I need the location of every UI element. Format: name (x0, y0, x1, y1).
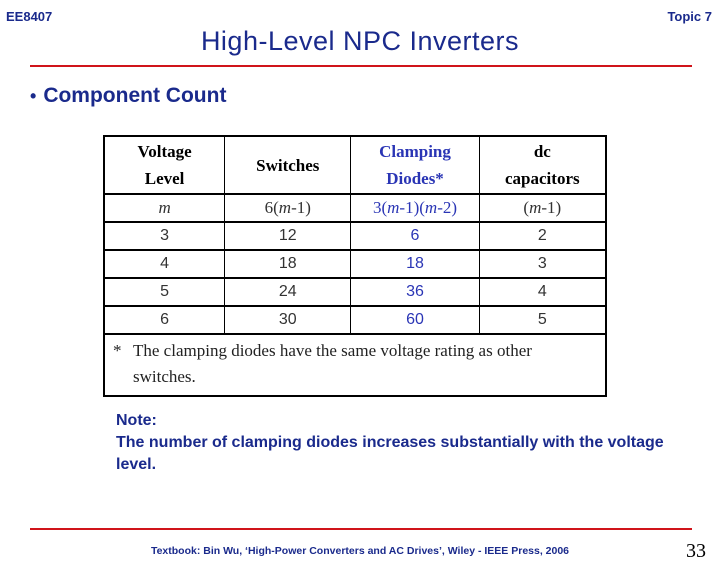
note-text: The number of clamping diodes increases substantially with the voltage level. (116, 434, 664, 473)
table-cell: 60 (351, 306, 479, 334)
slide-title: High-Level NPC Inverters (200, 26, 520, 56)
header-switches: Switches (225, 136, 351, 194)
formula-cell: (m-1) (479, 194, 606, 222)
note-heading: Note: (116, 412, 157, 429)
formula-cell: 6(m-1) (225, 194, 351, 222)
formula-row (104, 194, 606, 222)
table-row (104, 278, 606, 306)
footnote-row (104, 334, 606, 396)
table-cell: 6 (351, 222, 479, 250)
table-cell: 2 (479, 222, 606, 250)
topic-label: Topic 7 (667, 9, 712, 24)
table-row (104, 306, 606, 334)
formula-cell: 3(m-1)(m-2) (351, 194, 479, 222)
table-header-row (104, 136, 606, 194)
table-cell: 12 (225, 222, 351, 250)
header-dc-capacitors: dc capacitors (479, 136, 606, 194)
course-code: EE8407 (6, 9, 53, 24)
bullet-item (30, 84, 226, 108)
footnote-cell (104, 334, 606, 396)
table-cell: 24 (225, 278, 351, 306)
bullet-text: Component Count (43, 84, 227, 107)
page-number: 33 (686, 540, 706, 562)
table-cell: 6 (104, 306, 225, 334)
table-cell: 4 (479, 278, 606, 306)
table-cell: 4 (104, 250, 225, 278)
table-cell: 5 (479, 306, 606, 334)
table-row (104, 250, 606, 278)
table-cell: 18 (225, 250, 351, 278)
header-divider (30, 65, 692, 67)
table-cell: 36 (351, 278, 479, 306)
bullet-dot-icon: • (30, 85, 37, 106)
formula-cell: m (104, 194, 225, 222)
footer-divider (30, 528, 692, 530)
header-voltage-level: Voltage Level (104, 136, 225, 194)
table-cell: 5 (104, 278, 225, 306)
note-block (116, 410, 686, 476)
table-cell: 30 (225, 306, 351, 334)
textbook-citation: Textbook: Bin Wu, ‘High-Power Converters and AC Drives’, Wiley - IEEE Press, 2006 (150, 545, 570, 557)
header-clamping-diodes: Clamping Diodes* (351, 136, 479, 194)
table-cell: 3 (104, 222, 225, 250)
footnote-text: The clamping diodes have the same voltage rating as other switches. (133, 341, 532, 386)
table-cell: 3 (479, 250, 606, 278)
table-row (104, 222, 606, 250)
footnote-marker: * (113, 341, 122, 360)
component-count-table (103, 135, 607, 397)
table-cell: 18 (351, 250, 479, 278)
